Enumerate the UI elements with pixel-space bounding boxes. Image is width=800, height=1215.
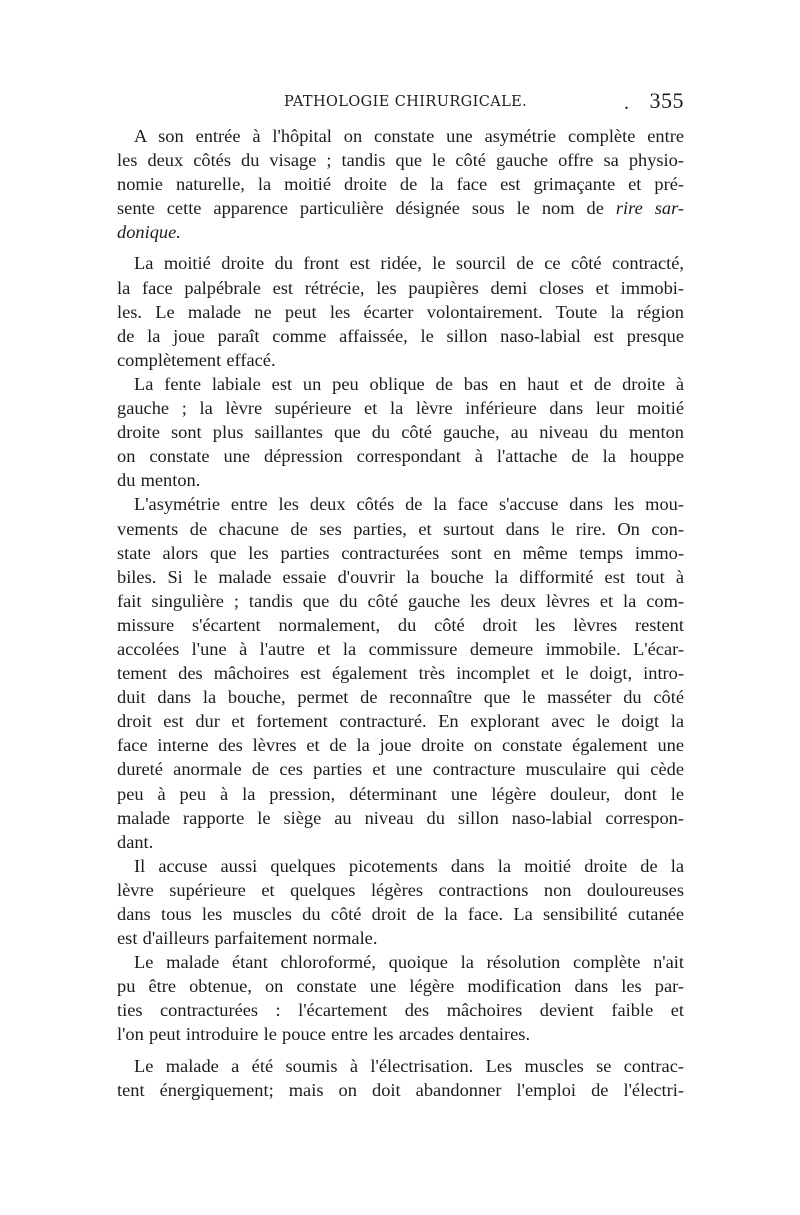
paragraph — [117, 251, 684, 371]
text-line: de la joue paraît comme affaissée, le sillon naso-labial est presque — [117, 325, 684, 346]
text-line: malade rapporte le siège au niveau du sillon naso-labial correspon- — [117, 807, 684, 828]
text-line — [117, 196, 684, 220]
text-line: du menton. — [117, 470, 201, 491]
text-line: l'on peut introduire le pouce entre les arcades dentaires. — [117, 1024, 531, 1045]
paragraph — [117, 372, 684, 492]
text-line: tement des mâchoires est également très incomplet et le doigt, intro- — [117, 663, 684, 684]
text-line: gauche ; la lèvre supérieure et la lèvre inférieure dans leur moitié — [117, 398, 684, 419]
text-line: lèvre supérieure et quelques légères contractions non douloureuses — [117, 879, 684, 900]
text-line: A son entrée à l'hôpital on constate une asymétrie complète entre — [134, 126, 684, 146]
text-line: dureté anormale de ces parties et une contracture musculaire qui cède — [117, 759, 684, 780]
text-line: L'asymétrie entre les deux côtés de la face s'accuse dans les mou- — [134, 494, 684, 515]
text-line: Le malade étant chloroformé, quoique la résolution complète n'ait — [134, 952, 684, 973]
text-line: Il accuse aussi quelques picotements dans la moitié droite de la — [134, 855, 684, 876]
text-line: La fente labiale est un peu oblique de bas en haut et de droite à — [134, 373, 684, 394]
paragraph — [117, 492, 684, 853]
header-dot: . — [624, 92, 629, 114]
text-line: les deux côtés du visage ; tandis que le côté gauche offre sa physio- — [117, 150, 684, 171]
text-line: peu à peu à la pression, déterminant une légère douleur, dont le — [117, 783, 684, 804]
text-line: Le malade a été soumis à l'électrisation. Les muscles se contrac- — [134, 1055, 684, 1076]
text-line: droite sont plus saillantes que du côté gauche, au niveau du menton — [117, 422, 684, 443]
text-line: la face palpébrale est rétrécie, les paupières demi closes et immobi- — [117, 277, 684, 298]
italic-term: donique. — [117, 222, 181, 243]
text-line: dans tous les muscles du côté droit de la face. La sensibilité cutanée — [117, 904, 684, 924]
text-line: fait singulière ; tandis que du côté gauche les deux lèvres et la com- — [117, 590, 684, 611]
paragraph — [117, 1054, 684, 1102]
text-fragment: sente cette apparence particulière désignée sous le nom de — [117, 198, 616, 219]
text-line: vements de chacune de ses parties, et surtout dans le rire. On con- — [117, 518, 684, 539]
page-number: 355 — [649, 88, 684, 113]
running-title: PATHOLOGIE CHIRURGICALE. — [284, 94, 528, 110]
text-line: La moitié droite du front est ridée, le sourcil de ce côté contracté, — [134, 253, 684, 274]
paragraph — [117, 950, 684, 1046]
text-line: missure s'écartent normalement, du côté droit les lèvres restent — [117, 614, 684, 635]
text-line: dant. — [117, 831, 154, 852]
text-line: droit est dur et fortement contracturé. En explorant avec le doigt la — [117, 711, 684, 732]
text-line: pu être obtenue, on constate une légère modification dans les par- — [117, 976, 684, 997]
text-line: biles. Si le malade essaie d'ouvrir la bouche la difformité est tout à — [117, 566, 684, 587]
text-line: ties contracturées : l'écartement des mâchoires devient faible et — [117, 1000, 684, 1021]
text-line: state alors que les parties contracturées sont en même temps immo- — [117, 542, 684, 563]
paragraph — [117, 854, 684, 950]
text-line: face interne des lèvres et de la joue droite on constate également une — [117, 735, 684, 756]
text-line: les. Le malade ne peut les écarter volontairement. Toute la région — [117, 301, 684, 322]
text-line: accolées l'une à l'autre et la commissure demeure immobile. L'écar- — [117, 638, 684, 659]
text-line: duit dans la bouche, permet de reconnaître que le masséter du côté — [117, 687, 684, 708]
paragraph — [117, 124, 684, 244]
text-line: complètement effacé. — [117, 349, 276, 370]
page-header — [284, 88, 684, 118]
text-line: nomie naturelle, la moitié droite de la face est grimaçante et pré- — [117, 174, 684, 195]
body-text — [117, 124, 684, 1102]
text-line — [117, 220, 684, 244]
text-line: est d'ailleurs parfaitement normale. — [117, 928, 378, 949]
text-line: tent énergiquement; mais on doit abandonner l'emploi de l'électri- — [117, 1079, 684, 1100]
text-line: on constate une dépression correspondant à l'attache de la houppe — [117, 446, 684, 467]
italic-term: rire sar- — [615, 198, 684, 219]
